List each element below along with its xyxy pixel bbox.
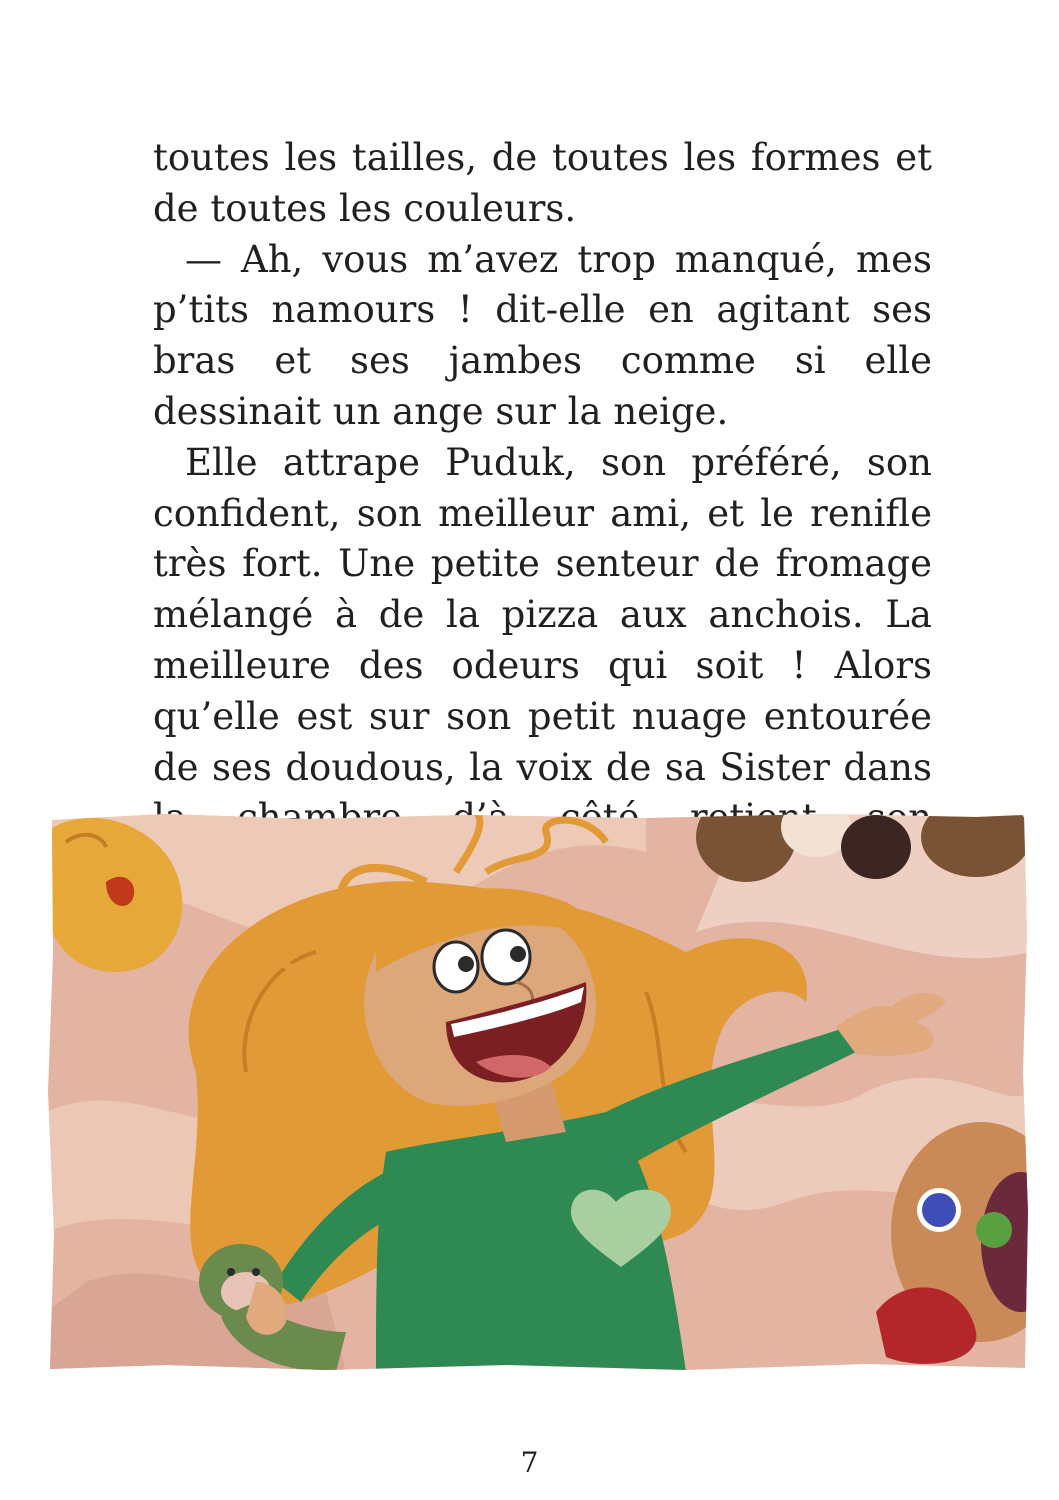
paragraph-2: — Ah, vous m’avez trop manqué, mes p’tits namours ! dit-elle en agitant ses bras et ses jambes comme si elle dessinait un ange sur la neige. bbox=[153, 237, 932, 433]
body-text bbox=[153, 133, 932, 895]
paragraph-1: toutes les tailles, de toutes les formes et de toutes les couleurs. bbox=[153, 136, 932, 230]
paragraph-3: Elle attrape Puduk, son préféré, son confident, son meilleur ami, et le renifle très fort. Une petite senteur de fromage mélangé à de la pizza aux anchois. La meilleure des odeurs qui soit ! Alors qu’elle est sur son petit nuage entourée de ses doudous, la voix de sa Sister dans chambre bbox=[153, 440, 932, 840]
girl-illustration bbox=[46, 812, 1029, 1372]
page-number: 7 bbox=[520, 1446, 539, 1479]
